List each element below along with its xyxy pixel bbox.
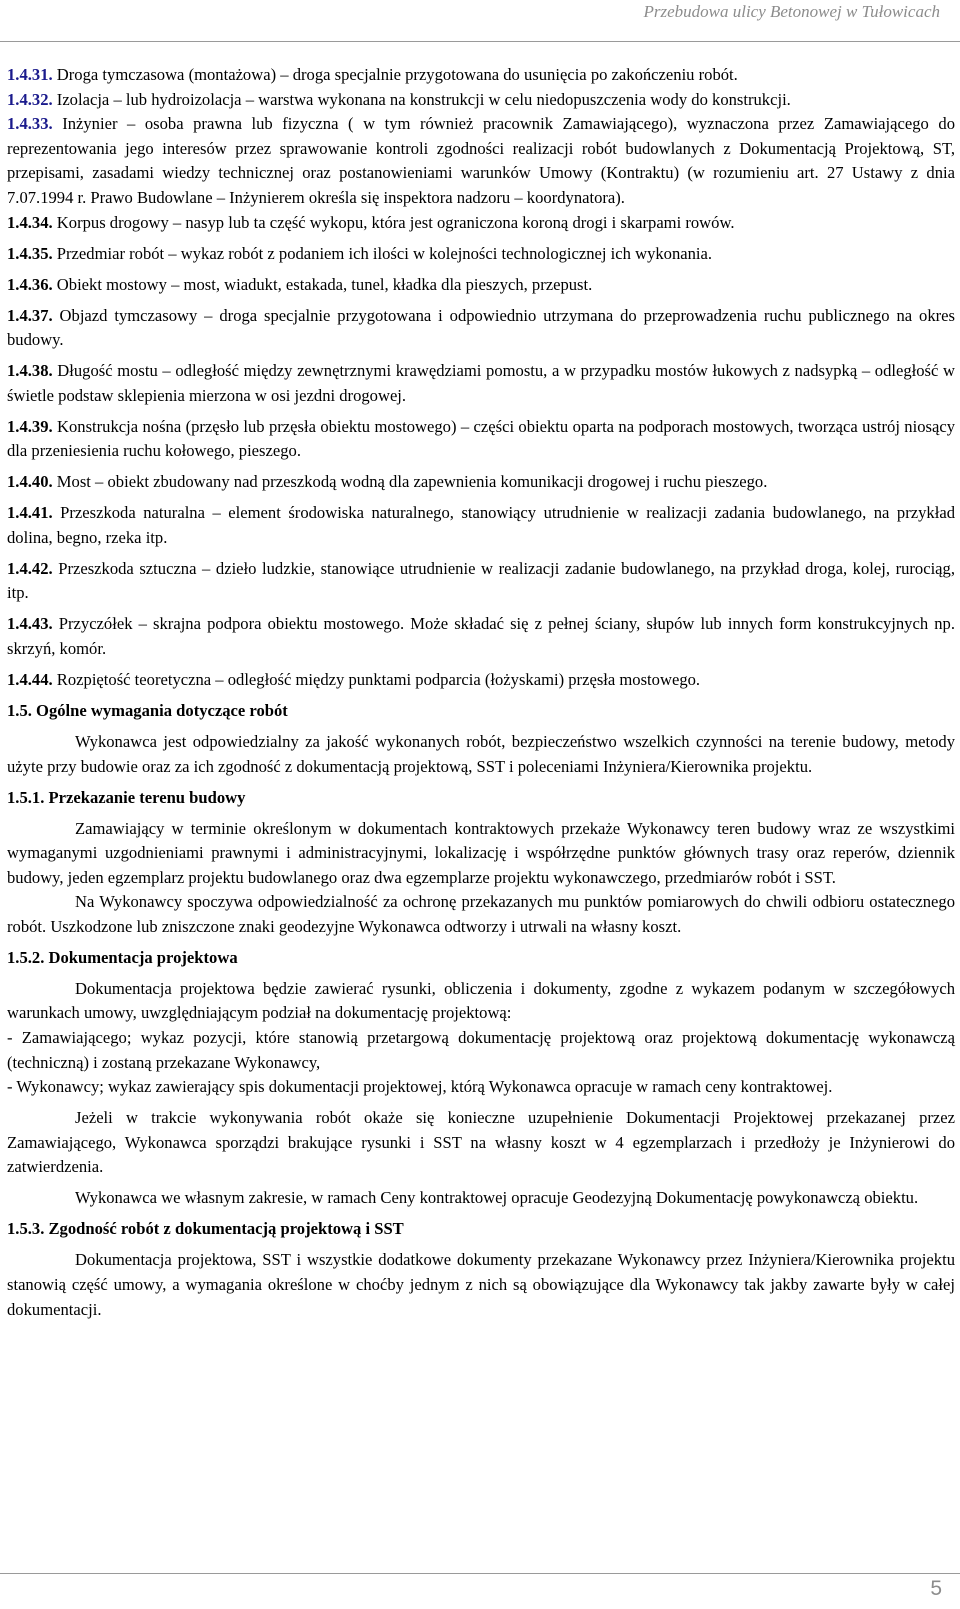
section-heading: 1.5.1. Przekazanie terenu budowy: [7, 787, 246, 807]
body-paragraph: Zamawiający w terminie określonym w dokumentach kontraktowych przekaże Wykonawcy teren budowy wraz ze wszystkimi wymaganymi uzgodnieniami prawnymi i administracyjnymi, lokalizację i współrzędne punktów głównych trasy oraz reperów, dziennik budowy, jeden egzemplarz projektu budowlanego oraz dwa egzemplarze projektu wykonawczego, przedmiarów robót i SST.: [7, 818, 955, 887]
definition-text: Przeszkoda sztuczna – dzieło ludzkie, stanowiące utrudnienie w realizacji zadanie budowlanego, na przykład droga, kolej, rurociąg, itp.: [7, 558, 955, 603]
definition-item: [7, 359, 955, 408]
definition-item: [7, 501, 955, 550]
definition-number: 1.4.39.: [7, 416, 53, 436]
definition-text: Droga tymczasowa (montażowa) – droga specjalnie przygotowana do usunięcia po zakończeniu robót.: [52, 65, 738, 84]
body-paragraph: Wykonawca jest odpowiedzialny za jakość wykonanych robót, bezpieczeństwo wszelkich czynności na terenie budowy, metody użyte przy budowie oraz za ich zgodność z dokumentacją projektową, SST i poleceniami Inżyniera/Kierownika projektu.: [7, 731, 955, 776]
definition-number: 1.4.34.: [7, 212, 53, 232]
definition-item: [7, 273, 955, 298]
definition-item: [7, 242, 955, 267]
definition-item: [7, 304, 955, 353]
section-heading: 1.5.3. Zgodność robót z dokumentacją projektową i SST: [7, 1219, 404, 1239]
list-item: - Wykonawcy; wykaz zawierający spis dokumentacji projektowej, którą Wykonawca opracuje w ramach ceny kontraktowej.: [7, 1077, 833, 1097]
definition-item: [7, 63, 955, 88]
definition-text: Most – obiekt zbudowany nad przeszkodą wodną dla zapewnienia komunikacji drogowej i ruchu pieszego.: [52, 472, 768, 492]
definition-item: [7, 668, 955, 693]
definition-text: Izolacja – lub hydroizolacja – warstwa wykonana na konstrukcji w celu niedopuszczenia wody do konstrukcji.: [52, 89, 791, 109]
definition-text: Konstrukcja nośna (przęsło lub przęsła obiektu mostowego) – części obiektu oparta na podporach mostowych, tworząca ustrój niosący dla przeniesienia ruchu kołowego, pieszego.: [7, 416, 955, 461]
definition-number: 1.4.38.: [7, 361, 53, 381]
footer-divider: [0, 1573, 960, 1574]
definition-number: 1.4.31.: [7, 65, 53, 84]
definition-number: 1.4.43.: [7, 614, 53, 634]
definition-text: Objazd tymczasowy – droga specjalnie przygotowana i odpowiednio utrzymana do przeprowadzenia ruchu publicznego na okres budowy.: [7, 305, 955, 350]
body-paragraph: Dokumentacja projektowa, SST i wszystkie dodatkowe dokumenty przekazane Wykonawcy przez Inżyniera/Kierownika projektu stanowią część umowy, a wymagania określone w choćby jednym z nich są obowiązujące dla Wykonawcy tak jakby zawarte były w całej dokumentacji.: [7, 1250, 955, 1319]
definition-number: 1.4.35.: [7, 243, 53, 263]
definition-text: Korpus drogowy – nasyp lub ta część wykopu, która jest ograniczona koroną drogi i skarpami rowów.: [52, 212, 735, 232]
definition-text: Obiekt mostowy – most, wiadukt, estakada, tunel, kładka dla pieszych, przepust.: [52, 274, 593, 294]
body-paragraph: Na Wykonawcy spoczywa odpowiedzialność za ochronę przekazanych mu punktów pomiarowych do chwili odbioru ostatecznego robót. Uszkodzone lub zniszczone znaki geodezyjne Wykonawca odtworzy i utrwali na własny koszt.: [7, 892, 955, 936]
definition-text: Długość mostu – odległość między zewnętrznymi krawędziami pomostu, a w przypadku mostów łukowych z nadsypką – odległość w świetle podstaw sklepienia mierzona w osi jezdni drogowej.: [7, 361, 955, 405]
definition-number: 1.4.42.: [7, 558, 53, 578]
definition-text: Przedmiar robót – wykaz robót z podaniem ich ilości w kolejności technologicznej ich wykonania.: [52, 243, 713, 263]
list-item: - Zamawiającego; wykaz pozycji, które stanowią przetargową dokumentację projektową oraz projektową dokumentację wykonawczą (techniczną) i zostaną przekazane Wykonawcy,: [7, 1028, 955, 1072]
body-paragraph: Dokumentacja projektowa będzie zawierać rysunki, obliczenia i dokumenty, zgodne z wykazem podanym w szczegółowych warunkach umowy, uwzględniającym podział na dokumentację projektową:: [7, 978, 955, 1023]
definition-text: Przyczółek – skrajna podpora obiektu mostowego. Może składać się z pełnej ściany, słupów lub innych form konstrukcyjnych np. skrzyń, komór.: [7, 614, 955, 658]
definition-text: Przeszkoda naturalna – element środowiska naturalnego, stanowiący utrudnienie w realizacji zadania budowlanego, na przykład dolina, begno, rzeka itp.: [7, 503, 955, 547]
body-paragraph: Wykonawca we własnym zakresie, w ramach Ceny kontraktowej opracuje Geodezyjną Dokumentację powykonawczą obiektu.: [75, 1188, 919, 1208]
definition-number: 1.4.40.: [7, 472, 53, 492]
definition-item: [7, 88, 955, 113]
definition-item: [7, 211, 955, 236]
definition-number: 1.4.32.: [7, 89, 53, 109]
header-divider: [0, 41, 960, 42]
definition-item: [7, 415, 955, 464]
definition-item: [7, 557, 955, 606]
definition-text: Inżynier – osoba prawna lub fizyczna ( w tym również pracownik Zamawiającego), wyznaczona przez Zamawiającego do reprezentowania jego interesów przez sprawowanie kontroli zgodności realizacji robót budowlanych z Dokumentacją Projektową, ST, przepisami, zasadami wiedzy technicznej oraz postanowieniami warunków Umowy (Kontraktu) (w rozumieniu art. 27 Ustawy z dnia 7.07.1994 r. Prawo Budowlane – Inżynierem określa się inspektora nadzoru – koordynatora).: [7, 114, 955, 207]
definition-item: [7, 612, 955, 661]
section-heading: 1.5. Ogólne wymagania dotyczące robót: [7, 700, 288, 720]
section-heading: 1.5.2. Dokumentacja projektowa: [7, 947, 238, 967]
definition-text: Rozpiętość teoretyczna – odległość między punktami podparcia (łożyskami) przęsła mostowego.: [52, 669, 701, 689]
definition-item: [7, 112, 955, 210]
definition-number: 1.4.33.: [7, 114, 53, 134]
page-number: 5: [930, 1577, 942, 1600]
body-paragraph: Jeżeli w trakcie wykonywania robót okaże się konieczne uzupełnienie Dokumentacji Projektowej przekazanej przez Zamawiającego, Wykonawca sporządzi brakujące rysunki i SST na własny koszt w 4 egzemplarzach i przedłoży je Inżynierowi do zatwierdzenia.: [7, 1108, 955, 1177]
definition-item: [7, 470, 955, 495]
running-header: Przebudowa ulicy Betonowej w Tułowicach: [643, 2, 940, 21]
definition-number: 1.4.37.: [7, 305, 53, 325]
definition-number: 1.4.41.: [7, 503, 53, 523]
definition-number: 1.4.36.: [7, 274, 53, 294]
document-body: [7, 63, 955, 1329]
definition-number: 1.4.44.: [7, 669, 53, 689]
